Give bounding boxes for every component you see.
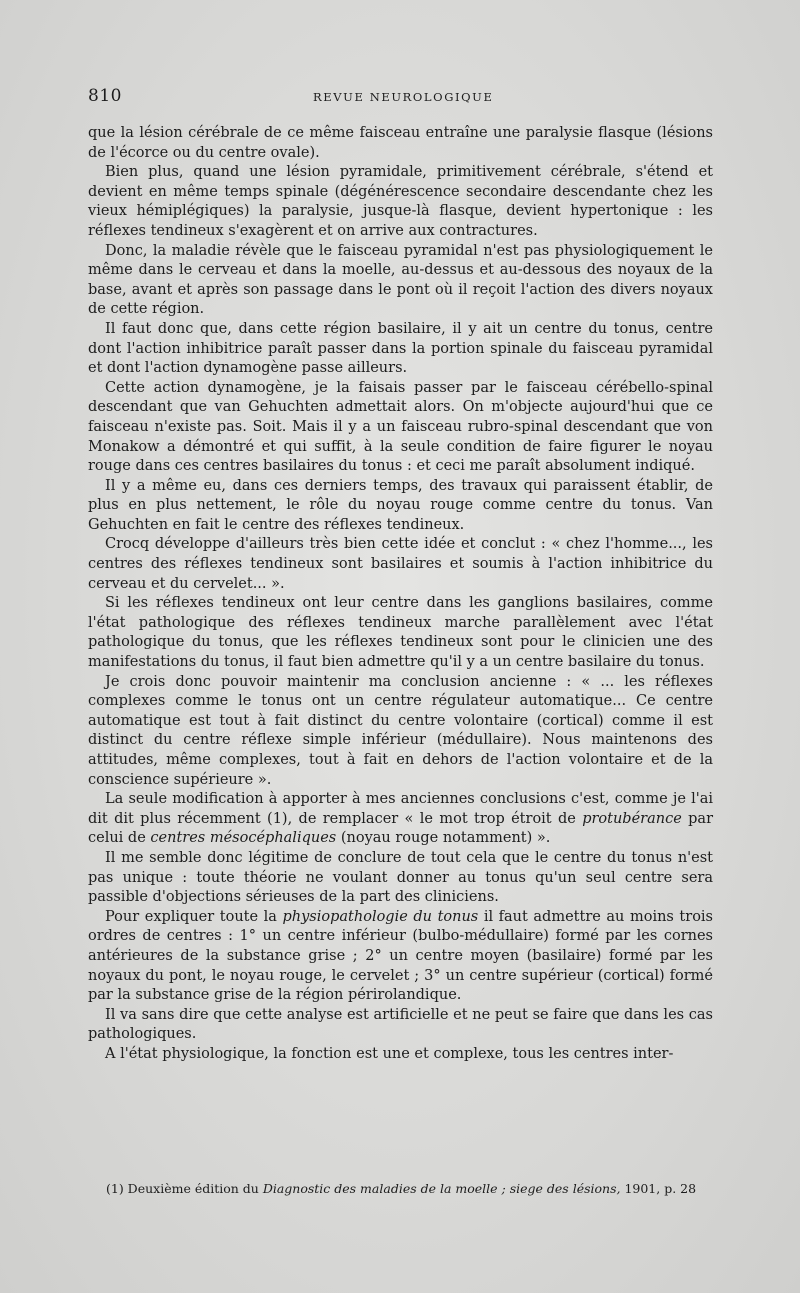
body-text	[88, 124, 713, 1065]
paragraph: Je crois donc pouvoir maintenir ma conclusion ancienne : « ... les réflexes complexes comme le tonus ont un centre régulateur automatique... Ce centre automatique est tout à fait distinct du centre volontaire (cortical) comme il est distinct du centre réflexe simple inférieur (médullaire). Nous maintenons des attitudes, même complexes, tout à fait en dehors de l'action volontaire et de la conscience supérieure ».	[88, 673, 713, 788]
italic-term: centres mésocéphaliques	[150, 830, 337, 847]
italic-term: protubérance	[582, 810, 682, 827]
paragraph-physiopathologie	[88, 908, 713, 1006]
paragraph: Crocq développe d'ailleurs très bien cette idée et conclut : « chez l'homme..., les centres des réflexes tendineux sont basilaires et soumis à l'action inhibitrice du cerveau et du cervelet... ».	[88, 536, 713, 592]
paragraph: A l'état physiologique, la fonction est une et complexe, tous les centres inter-	[105, 1045, 674, 1062]
text-span: 1901, p. 28	[620, 1181, 697, 1196]
paragraph: Il y a même eu, dans ces derniers temps, des travaux qui paraissent établir, de plus en plus nettement, le rôle du noyau rouge comme centre du tonus. Van Gehuchten en fait le centre des réflexes tendineux.	[88, 477, 713, 533]
paragraph: Donc, la maladie révèle que le faisceau pyramidal n'est pas physiologiquement le même dans le cerveau et dans la moelle, au-dessus et au-dessous des noyaux de la base, avant et après son passage dans le pont où il reçoit l'action des divers noyaux de cette région.	[88, 242, 713, 318]
paragraph: Il va sans dire que cette analyse est artificielle et ne peut se faire que dans les cas pathologiques.	[88, 1006, 713, 1043]
paragraph-modification	[88, 790, 713, 849]
paragraph: Il faut donc que, dans cette région basilaire, il y ait un centre du tonus, centre dont l'action inhibitrice paraît passer dans la portion spinale du faisceau pyramidal et dont l'action dynamogène passe ailleurs.	[88, 320, 713, 377]
paragraph: Bien plus, quand une lésion pyramidale, primitivement cérébrale, s'étend et devient en même temps spinale (dégénérescence secondaire descendante chez les vieux hémiplégiques) la paralysie, jusque-là flasque, devient hypertonique : les réflexes tendineux s'exagèrent et on arrive aux contractures.	[88, 164, 713, 239]
paragraph: que la lésion cérébrale de ce même faisceau entraîne une paralysie flasque (lésions de l'écorce ou du centre ovale).	[88, 125, 713, 161]
running-title: REVUE NEUROLOGIQUE	[313, 90, 494, 104]
text-span: (noyau rouge notamment) ».	[336, 830, 551, 847]
page-header	[88, 86, 713, 112]
italic-term: physiopathologie du tonus	[282, 908, 479, 925]
paragraph: Si les réflexes tendineux ont leur centre dans les ganglions basilaires, comme l'état pathologique des réflexes tendineux marche parallèlement avec l'état pathologique du tonus, que les réflexes tendineux sont pour le clinicien une des manifestations du tonus, il faut bien admettre qu'il y a un centre basilaire du tonus.	[88, 595, 713, 671]
text-span: (1) Deuxième édition du	[106, 1181, 263, 1196]
text-span: La seule modification à apporter à mes anciennes conclusions c'est, comme je l'ai dit dit plus récemment (1), de remplacer « le mot trop étroit de	[88, 791, 713, 827]
text-span: par celui de	[88, 810, 714, 847]
italic-title: Diagnostic des maladies de la moelle ; siege des lésions,	[262, 1181, 621, 1196]
text-span: il faut admettre au moins trois ordres de centres : 1° un centre inférieur (bulbo-médullaire) formé par les cornes antérieures de la substance grise ; 2° un centre moyen (basilaire) formé par les noyaux du pont, le noyau rouge, le cervelet ; 3° un centre supérieur (cortical) formé par la substance grise de la région périrolandique.	[88, 908, 714, 1004]
paragraph: Il me semble donc légitime de conclure de tout cela que le centre du tonus n'est pas unique : toute théorie ne voulant donner au tonus qu'un seul centre sera passible d'objections sérieuses de la part des cliniciens.	[88, 849, 713, 906]
text-span: Pour expliquer toute la	[105, 908, 283, 925]
page-number: 810	[88, 86, 122, 106]
paragraph: Cette action dynamogène, je la faisais passer par le faisceau cérébello-spinal descendant que van Gehuchten admettait alors. On m'objecte aujourd'hui que ce faisceau n'existe pas. Soit. Mais il y a un faisceau rubro-spinal descendant que von Monakow a démontré et qui suffit, à la seule condition de faire figurer le noyau rouge dans ces centres basilaires du tonus : et ceci me paraît absolument indiqué.	[88, 379, 713, 475]
footnote	[106, 1181, 716, 1197]
